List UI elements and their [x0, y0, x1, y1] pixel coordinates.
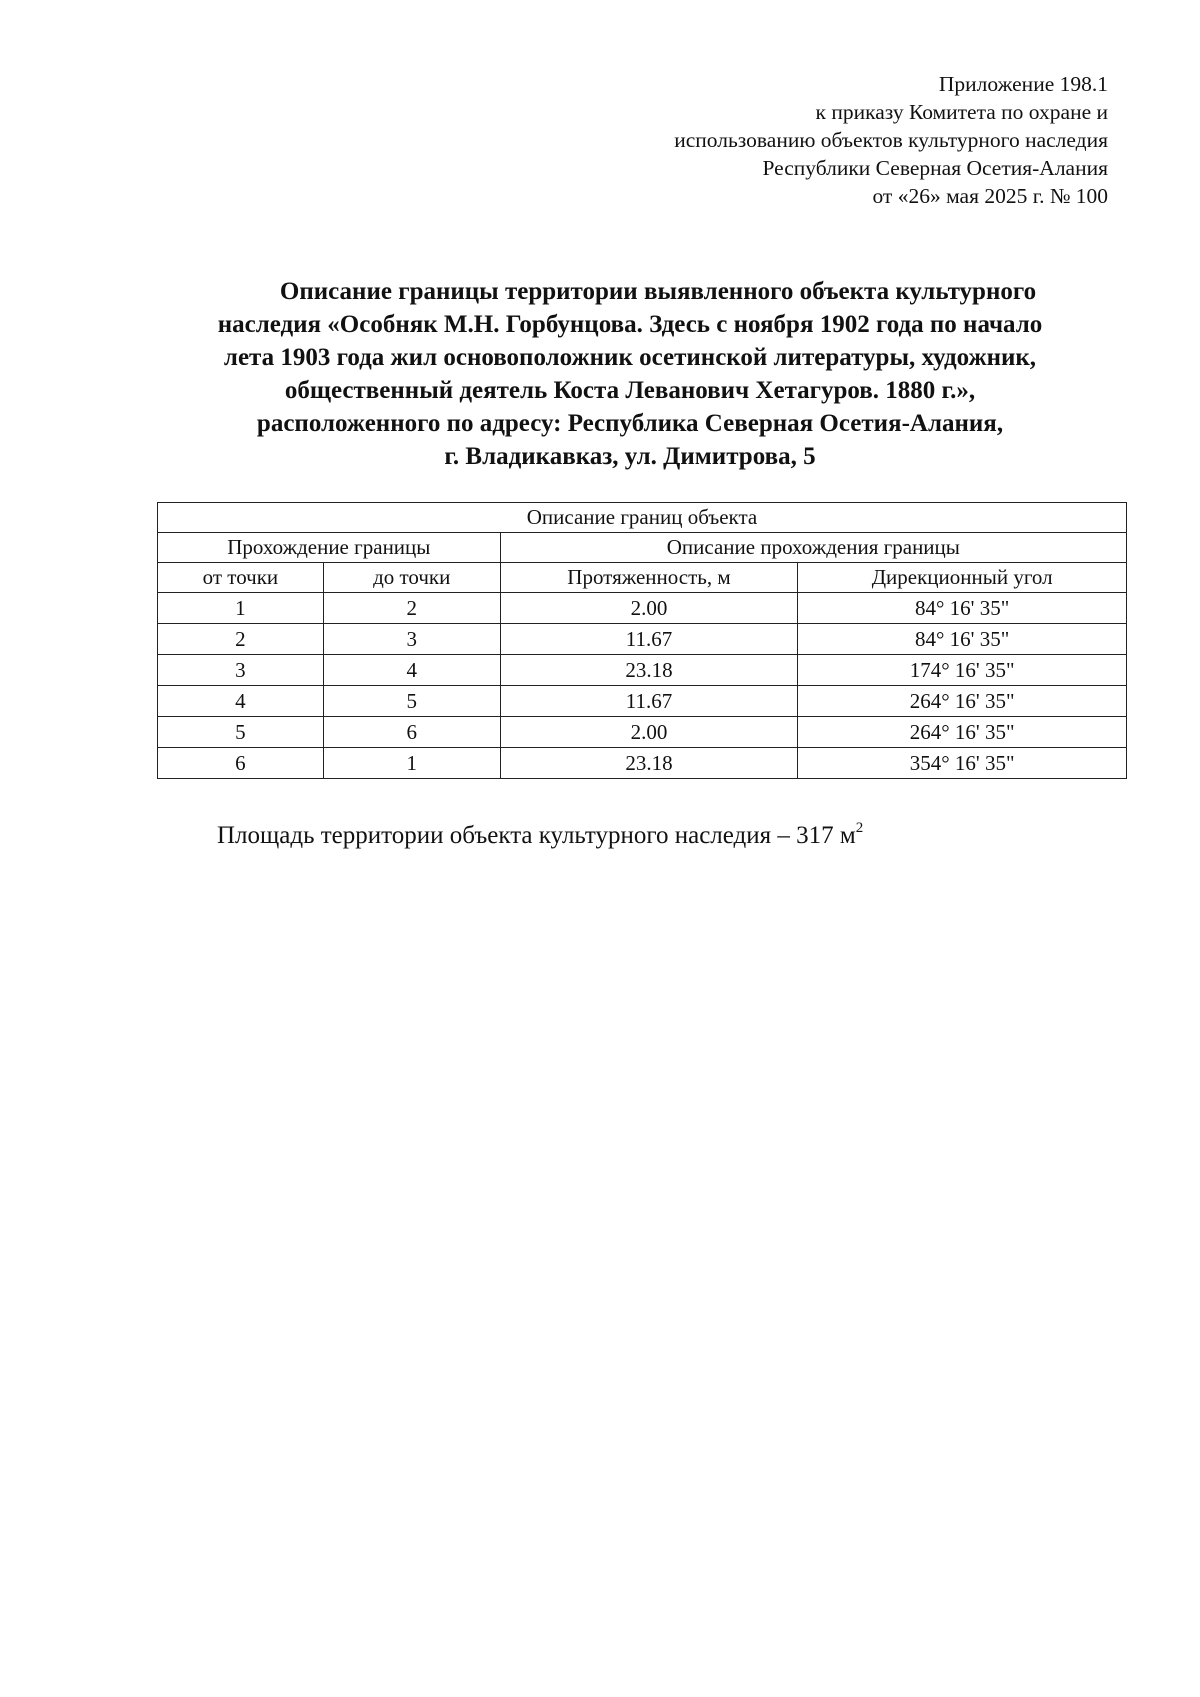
column-header-angle: Дирекционный угол [798, 563, 1127, 593]
cell-length: 23.18 [500, 748, 798, 779]
appendix-block [488, 70, 1108, 210]
title-line: лета 1903 года жил основоположник осетинской литературы, художник, [223, 344, 1037, 371]
appendix-line: Республики Северная Осетия-Алания [762, 156, 1108, 180]
cell-length: 2.00 [500, 717, 798, 748]
cell-angle: 264° 16' 35" [798, 717, 1127, 748]
appendix-line: использованию объектов культурного наследия [674, 128, 1108, 152]
table-row [158, 717, 1127, 748]
cell-from: 6 [158, 748, 324, 779]
cell-angle: 84° 16' 35" [798, 593, 1127, 624]
cell-from: 1 [158, 593, 324, 624]
cell-angle: 84° 16' 35" [798, 624, 1127, 655]
title-line: наследия «Особняк М.Н. Горбунцова. Здесь с ноября 1902 года по начало [217, 311, 1043, 338]
cell-to: 6 [323, 717, 500, 748]
cell-length: 11.67 [500, 686, 798, 717]
group-header-passage: Прохождение границы [158, 533, 501, 563]
boundary-table [157, 502, 1127, 779]
appendix-line: к приказу Комитета по охране и [815, 100, 1108, 124]
appendix-line: Приложение 198.1 [938, 72, 1108, 96]
title-line: г. Владикавказ, ул. Димитрова, 5 [444, 443, 816, 470]
table-row [158, 748, 1127, 779]
column-header-length: Протяженность, м [500, 563, 798, 593]
group-header-description: Описание прохождения границы [500, 533, 1126, 563]
cell-length: 23.18 [500, 655, 798, 686]
cell-to: 3 [323, 624, 500, 655]
table-row [158, 686, 1127, 717]
column-header-to: до точки [323, 563, 500, 593]
document-title [160, 275, 1100, 473]
cell-angle: 174° 16' 35" [798, 655, 1127, 686]
title-line: расположенного по адресу: Республика Северная Осетия-Алания, [256, 410, 1004, 437]
cell-from: 3 [158, 655, 324, 686]
title-line: Описание границы территории выявленного объекта культурного [279, 278, 1037, 305]
cell-length: 11.67 [500, 624, 798, 655]
column-header-from: от точки [158, 563, 324, 593]
cell-to: 5 [323, 686, 500, 717]
cell-from: 4 [158, 686, 324, 717]
table-row [158, 593, 1127, 624]
cell-angle: 264° 16' 35" [798, 686, 1127, 717]
cell-length: 2.00 [500, 593, 798, 624]
area-text: Площадь территории объекта культурного наследия – 317 м [217, 822, 856, 849]
cell-to: 1 [323, 748, 500, 779]
area-statement [217, 820, 863, 852]
cell-from: 5 [158, 717, 324, 748]
cell-to: 4 [323, 655, 500, 686]
cell-to: 2 [323, 593, 500, 624]
cell-from: 2 [158, 624, 324, 655]
table-row [158, 624, 1127, 655]
table-row [158, 655, 1127, 686]
cell-angle: 354° 16' 35" [798, 748, 1127, 779]
table-caption: Описание границ объекта [158, 503, 1127, 533]
appendix-line: от «26» мая 2025 г. № 100 [872, 184, 1108, 208]
area-unit-superscript: 2 [855, 820, 864, 836]
title-line: общественный деятель Коста Леванович Хетагуров. 1880 г.», [284, 377, 976, 404]
